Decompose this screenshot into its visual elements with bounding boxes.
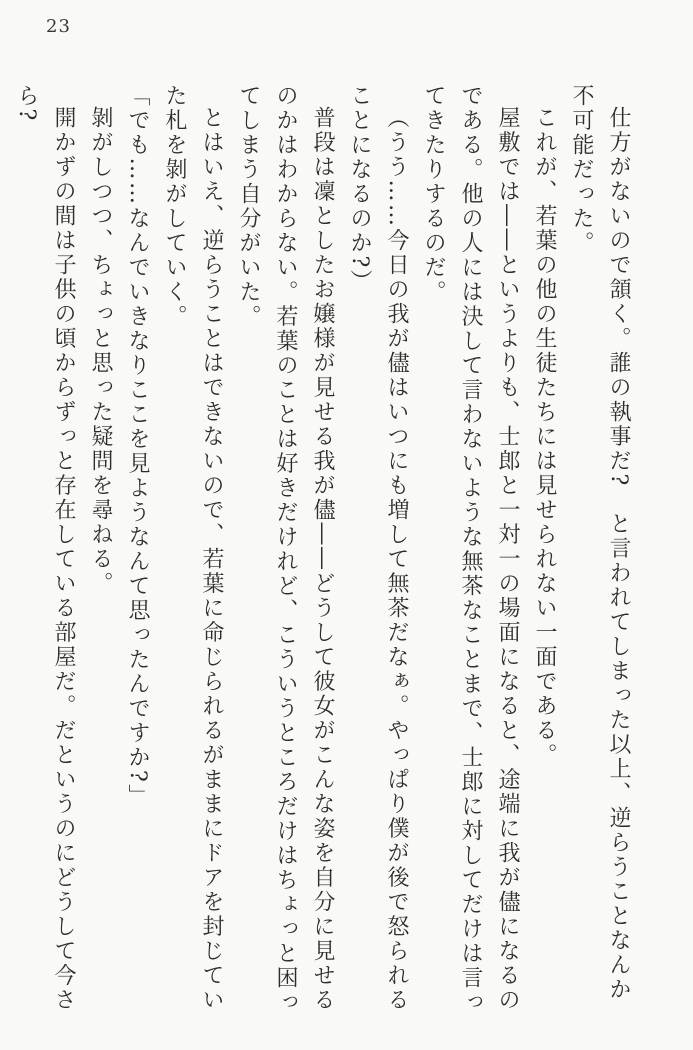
paragraph-9: 開かずの間は子供の頃からずっと存在している部屋だ。だというのにどうして今さら? (14, 84, 76, 1013)
text-area (8, 84, 637, 1016)
paragraph-2: これが、若葉の他の生徒たちには見せられない一面である。 (532, 106, 557, 768)
paragraph-8: 剝がしつつ、ちょっと思った疑問を尋ねる。 (88, 106, 113, 596)
paragraph-6: とはいえ、逆らうことはできないので、若葉に命じられるがままにドアを封じていた札を剝がしていく。 (162, 84, 224, 1013)
paragraph-5: 普段は凜としたお嬢様が見せる我が儘――どうして彼女がこんな姿を自分に見せるのかはわからない。若葉のことは好きだけれど、こういうところだけはちょっと困ってしまう自分がいた。 (236, 84, 335, 1015)
paragraph-7: 「でも……なんでいきなりここを見ようなんて思ったんですか?」 (125, 84, 150, 809)
paragraph-3: 屋敷では――というよりも、士郎と一対一の場面になると、途端に我が儘になるのである。他の人には決して言わないような無茶なことまで、士郎に対してだけは言ってきたりするのだ。 (421, 84, 520, 1015)
paragraph-4: （うう……今日の我が儘はいつにも増して無茶だなぁ。やっぱり僕が後で怒られることになるのか?） (347, 84, 409, 1013)
paragraph-1: 仕方がないので頷く。誰の執事だ? と言われてしまった以上、逆らうことなんか不可能だった。 (569, 84, 631, 1003)
page-number: 23 (46, 16, 71, 37)
